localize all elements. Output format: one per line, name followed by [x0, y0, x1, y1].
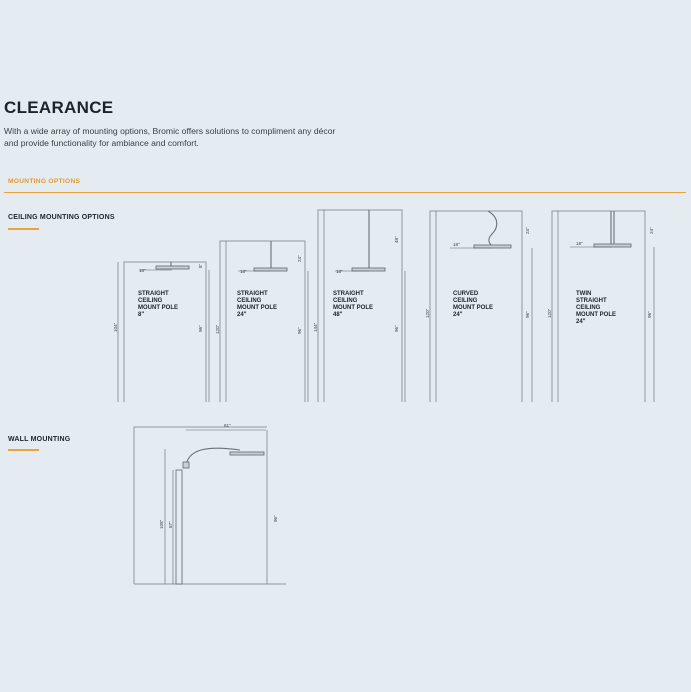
curved-mount-pole	[488, 211, 497, 246]
floor-dim: 96"	[273, 515, 278, 522]
page-title: CLEARANCE	[4, 98, 114, 117]
heater-unit	[474, 245, 511, 248]
diagram-label: CURVED	[453, 291, 479, 297]
floor-dim: 96"	[525, 311, 530, 318]
heater-unit	[230, 452, 264, 455]
diagram-label: CEILING	[576, 305, 601, 311]
diagram-label: 8"	[138, 312, 145, 318]
diagram-straight-24	[215, 241, 308, 402]
diagram-label: 24"	[576, 319, 586, 325]
diagram-label: 24"	[453, 312, 463, 318]
reach-dim: 61"	[224, 423, 231, 428]
heater-unit	[352, 268, 385, 271]
room-outline	[220, 241, 305, 402]
total-dim: 144"	[313, 322, 318, 332]
diagram-label: MOUNT POLE	[333, 305, 373, 311]
support-post	[176, 470, 182, 584]
diagram-label: 48"	[333, 312, 343, 318]
intro-paragraph: With a wide array of mounting options, Bromic offers solutions to compliment any décor and provide functionality for ambiance and comfort.	[4, 126, 336, 148]
total-dim: 120"	[215, 324, 220, 334]
section-tab-mounting-options: MOUNTING OPTIONS	[8, 178, 81, 185]
diagram-label: MOUNT POLE	[453, 305, 493, 311]
heater-unit	[594, 244, 631, 247]
total-dim: 108"	[159, 519, 164, 529]
post-dim: 87"	[168, 521, 173, 528]
diagram-twin-straight-24	[547, 211, 654, 402]
diagram-label: MOUNT POLE	[576, 312, 616, 318]
width-dim: 18"	[240, 269, 247, 274]
pole-dim: 8"	[198, 263, 203, 268]
diagram-curved-24	[425, 211, 532, 402]
diagram-label: CEILING	[237, 298, 262, 304]
total-dim: 120"	[547, 308, 552, 318]
width-dim: 18"	[576, 241, 583, 246]
diagram-label: TWIN	[576, 291, 592, 297]
pole-dim: 24"	[525, 227, 530, 234]
heater-unit	[156, 266, 189, 269]
width-dim: 18"	[139, 268, 146, 273]
diagram-label: STRAIGHT	[138, 291, 169, 297]
ceiling-heading: CEILING MOUNTING OPTIONS	[8, 214, 115, 221]
diagram-wall-mount	[134, 423, 286, 584]
wall-arm	[186, 448, 240, 466]
wall-heading: WALL MOUNTING	[8, 436, 71, 443]
floor-dim: 96"	[647, 311, 652, 318]
diagram-label: STRAIGHT	[237, 291, 268, 297]
floor-dim: 96"	[297, 327, 302, 334]
total-dim: 104"	[113, 322, 118, 332]
diagram-label: CEILING	[138, 298, 163, 304]
heater-unit	[254, 268, 287, 271]
floor-dim: 96"	[394, 325, 399, 332]
pole-dim: 24"	[649, 227, 654, 234]
pole-dim: 24"	[297, 255, 302, 262]
diagram-label: MOUNT POLE	[138, 305, 178, 311]
arm-bracket	[183, 462, 189, 468]
pole-dim: 48"	[394, 236, 399, 243]
diagram-straight-8	[113, 262, 209, 402]
room-outline	[124, 262, 206, 402]
floor-dim: 96"	[198, 325, 203, 332]
diagram-label: CEILING	[453, 298, 478, 304]
diagram-straight-48	[313, 210, 405, 402]
diagram-label: STRAIGHT	[333, 291, 364, 297]
diagram-label: STRAIGHT	[576, 298, 607, 304]
diagram-label: CEILING	[333, 298, 358, 304]
diagram-label: MOUNT POLE	[237, 305, 277, 311]
diagram-label: 24"	[237, 312, 247, 318]
width-dim: 18"	[336, 269, 343, 274]
width-dim: 18"	[453, 242, 460, 247]
total-dim: 120"	[425, 308, 430, 318]
